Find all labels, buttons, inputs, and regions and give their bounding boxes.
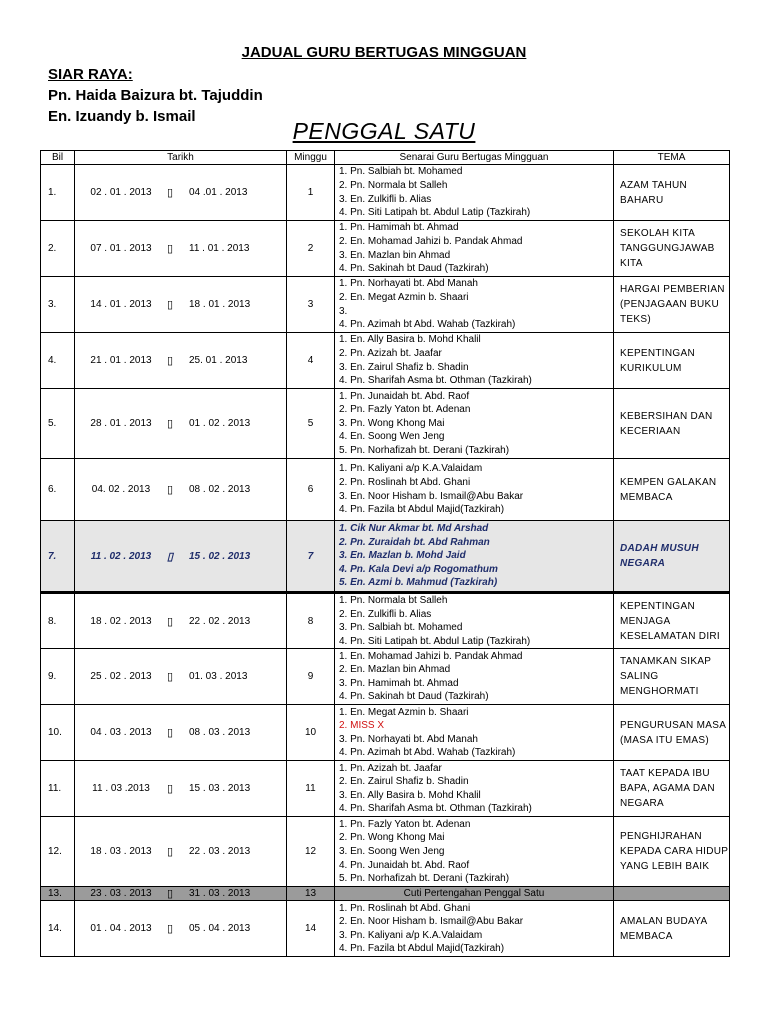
cell-minggu: 9 (287, 649, 335, 705)
tema-line: SALING (620, 671, 659, 683)
teacher-name: 1. Pn. Fazly Yaton bt. Adenan (339, 818, 471, 830)
teacher-name: 3. En. Soong Wen Jeng (339, 846, 445, 858)
cell-tarikh (75, 817, 287, 887)
date-separator-glyph: ▯ (167, 550, 174, 563)
date-from: 01 . 04 . 2013 (90, 923, 152, 935)
teacher-name: 4. Pn. Sharifah Asma bt. Othman (Tazkirah) (339, 803, 532, 815)
cell-senarai-guru (335, 165, 614, 221)
cell-tema (614, 761, 730, 817)
cell-tema (614, 817, 730, 887)
tema-line: BAHARU (620, 194, 664, 206)
date-separator-glyph: ▯ (167, 355, 174, 367)
tema-line: DADAH MUSUH (620, 543, 699, 554)
teacher-name: 1. Pn. Hamimah bt. Ahmad (339, 222, 459, 234)
col-header-bil: Bil (41, 151, 75, 165)
cell-minggu: 11 (287, 761, 335, 817)
tema-line: KEPENTINGAN (620, 600, 695, 612)
teacher-name: 3. Pn. Salbiah bt. Mohamed (339, 622, 463, 634)
cell-tarikh (75, 459, 287, 521)
cell-minggu: 3 (287, 277, 335, 333)
date-to: 04 .01 . 2013 (189, 187, 248, 198)
teacher-name: 3. En. Zairul Shafiz b. Shadin (339, 361, 469, 373)
tema-line: HARGAI PEMBERIAN (620, 284, 725, 295)
teacher-name: 1. Pn. Junaidah bt. Abd. Raof (339, 390, 470, 402)
cell-minggu: 13 (287, 887, 335, 901)
cell-senarai-guru (335, 705, 614, 761)
cell-senarai-guru (335, 221, 614, 277)
tema-line: KEPENTINGAN (620, 347, 695, 359)
tema-line: NEGARA (620, 558, 666, 569)
teacher-name: 5. En. Azmi b. Mahmud (Tazkirah) (339, 577, 498, 589)
cell-bil: 11. (41, 761, 75, 817)
cell-bil: 5. (41, 389, 75, 459)
cell-senarai-guru (335, 521, 614, 593)
teacher-name: 5. Pn. Norhafizah bt. Derani (Tazkirah) (339, 444, 510, 456)
teacher-name: 1. Pn. Roslinah bt Abd. Ghani (339, 902, 471, 914)
document-title: JADUAL GURU BERTUGAS MINGGUAN (241, 44, 527, 61)
tema-line: KEMPEN GALAKAN (620, 476, 717, 488)
cell-minggu: 8 (287, 593, 335, 649)
cell-bil: 3. (41, 277, 75, 333)
teacher-name: 2. Pn. Zuraidah bt. Abd Rahman (339, 536, 490, 548)
cell-bil: 10. (41, 705, 75, 761)
term-heading: PENGGAL SATU (292, 118, 476, 144)
tema-line: YANG LEBIH BAIK (620, 861, 710, 873)
table-row (41, 761, 730, 817)
cell-tarikh (75, 521, 287, 593)
date-from: 07 . 01 . 2013 (90, 243, 152, 254)
teacher-name: 4. Pn. Fazila bt Abdul Majid(Tazkirah) (339, 943, 505, 955)
table-row (41, 333, 730, 389)
teacher-name: 1. En. Ally Basira b. Mohd Khalil (339, 334, 481, 346)
teacher-name: 4. Pn. Sharifah Asma bt. Othman (Tazkirah) (339, 375, 532, 387)
cell-tema (614, 649, 730, 705)
teacher-name: 1. Pn. Salbiah bt. Mohamed (339, 166, 463, 178)
tema-line: KESELAMATAN DIRI (620, 630, 721, 642)
cell-tema (614, 389, 730, 459)
cell-minggu: 14 (287, 901, 335, 957)
cell-minggu: 2 (287, 221, 335, 277)
cell-tema (614, 521, 730, 593)
tema-line: BAPA, AGAMA DAN (620, 783, 715, 795)
teacher-name: 4. Pn. Sakinah bt Daud (Tazkirah) (339, 691, 489, 703)
teacher-name: 2. En. Zulkifli b. Alias (339, 608, 432, 620)
date-separator-glyph: ▯ (167, 783, 174, 796)
date-to: 25. 01 . 2013 (189, 355, 248, 366)
table-row (41, 817, 730, 887)
date-from: 11 . 03 .2013 (92, 783, 150, 795)
date-from: 04 . 03 . 2013 (90, 727, 152, 739)
teacher-name: 3. Pn. Kaliyani a/p K.A.Valaidam (339, 929, 483, 941)
cell-tarikh (75, 221, 287, 277)
cell-minggu: 4 (287, 333, 335, 389)
cell-bil: 6. (41, 459, 75, 521)
cell-senarai-guru (335, 459, 614, 521)
siar-raya-label: SIAR RAYA: (48, 66, 133, 83)
tema-line: NEGARA (620, 798, 665, 810)
tema-line: KEBERSIHAN DAN (620, 410, 713, 422)
date-from: 14 . 01 . 2013 (90, 299, 152, 310)
cell-tema (614, 887, 730, 901)
tema-line: MENJAGA (620, 615, 671, 627)
teacher-name: 5. Pn. Norhafizah bt. Derani (Tazkirah) (339, 873, 510, 885)
date-to: 22 . 02 . 2013 (189, 615, 251, 627)
teacher-name: 1. Cik Nur Akmar bt. Md Arshad (339, 523, 489, 535)
teacher-name: 1. Pn. Kaliyani a/p K.A.Valaidam (339, 463, 483, 475)
cell-bil: 1. (41, 165, 75, 221)
cell-bil: 9. (41, 649, 75, 705)
table-row (41, 389, 730, 459)
teacher-name: 3. Pn. Norhayati bt. Abd Manah (339, 733, 478, 745)
cell-bil: 4. (41, 333, 75, 389)
teacher-name: 2. Pn. Wong Khong Mai (339, 832, 445, 844)
cell-bil: 2. (41, 221, 75, 277)
date-to: 18 . 01 . 2013 (189, 299, 251, 310)
date-to: 01. 03 . 2013 (189, 671, 248, 683)
tema-line: MEMBACA (620, 491, 673, 503)
teacher-name: 3. En. Zulkifli b. Alias (339, 193, 432, 205)
table-row (41, 901, 730, 957)
cell-bil: 13. (41, 887, 75, 901)
cell-senarai-guru (335, 593, 614, 649)
tema-line: PENGURUSAN MASA (620, 719, 727, 731)
teacher-name: 3. Pn. Hamimah bt. Ahmad (339, 677, 459, 689)
cell-tarikh (75, 887, 287, 901)
cell-tema (614, 705, 730, 761)
date-separator-glyph: ▯ (167, 187, 174, 199)
cell-tarikh (75, 705, 287, 761)
teacher-name: 4. Pn. Siti Latipah bt. Abdul Latip (Tazkirah) (339, 635, 531, 647)
col-header-tema: TEMA (614, 151, 730, 165)
date-from: 23 . 03 . 2013 (90, 887, 152, 899)
date-separator-glyph: ▯ (167, 887, 174, 900)
teacher-name: 2. En. Noor Hisham b. Ismail@Abu Bakar (339, 916, 524, 928)
cell-senarai-guru (335, 817, 614, 887)
date-from: 21 . 01 . 2013 (90, 355, 152, 366)
tema-line: MEMBACA (620, 930, 673, 942)
tema-line: PENGHIJRAHAN (620, 831, 702, 843)
date-separator-glyph: ▯ (167, 727, 174, 740)
date-to: 11 . 01 . 2013 (189, 243, 250, 254)
tema-line: MENGHORMATI (620, 686, 699, 698)
teacher-name: 4. Pn. Siti Latipah bt. Abdul Latip (Tazkirah) (339, 207, 531, 219)
teacher-name: 2. En. Mazlan bin Ahmad (339, 664, 451, 676)
teacher-name: 1. En. Megat Azmin b. Shaari (339, 706, 469, 718)
cell-tema (614, 333, 730, 389)
date-to: 15 . 03 . 2013 (189, 783, 251, 795)
cell-senarai-guru (335, 277, 614, 333)
table-row (41, 705, 730, 761)
table-row (41, 887, 730, 901)
date-to: 08 . 02 . 2013 (189, 484, 251, 495)
cell-tarikh (75, 277, 287, 333)
tema-line: TAAT KEPADA IBU (620, 768, 710, 780)
cell-tema (614, 593, 730, 649)
cell-tema (614, 277, 730, 333)
cell-tarikh (75, 389, 287, 459)
teacher-name: 2. En. Zairul Shafiz b. Shadin (339, 776, 469, 788)
teacher-name: 2. Pn. Normala bt Salleh (339, 179, 448, 191)
col-header-tarikh: Tarikh (75, 151, 287, 165)
teacher-name: 4. Pn. Azimah bt Abd. Wahab (Tazkirah) (339, 747, 516, 759)
table-row (41, 649, 730, 705)
duty-schedule-table (40, 150, 730, 957)
date-separator-glyph: ▯ (167, 243, 174, 255)
date-from: 11 . 02 . 2013 (90, 550, 152, 562)
teacher-name: 2. En. Megat Azmin b. Shaari (339, 291, 469, 303)
cell-senarai-guru (335, 389, 614, 459)
cell-bil: 12. (41, 817, 75, 887)
cell-tarikh (75, 593, 287, 649)
date-to: 22 . 03 . 2013 (189, 846, 251, 858)
cell-tema (614, 901, 730, 957)
teacher-name: 2. En. Mohamad Jahizi b. Pandak Ahmad (339, 235, 523, 247)
date-to: 15 . 02 . 2013 (189, 550, 251, 562)
col-header-minggu: Minggu (287, 151, 335, 165)
date-from: 02 . 01 . 2013 (90, 187, 152, 198)
tema-line: KECERIAAN (620, 425, 681, 437)
date-to: 31 . 03 . 2013 (189, 887, 251, 899)
date-separator-glyph: ▯ (167, 846, 174, 859)
tema-line: AMALAN BUDAYA (620, 915, 708, 927)
cell-senarai-guru (335, 649, 614, 705)
cell-tarikh (75, 901, 287, 957)
teacher-name: 3. En. Ally Basira b. Mohd Khalil (339, 789, 481, 801)
tema-line: TEKS) (620, 314, 651, 325)
cell-minggu: 6 (287, 459, 335, 521)
tema-line: (MASA ITU EMAS) (620, 734, 709, 746)
cell-minggu: 1 (287, 165, 335, 221)
date-from: 25 . 02 . 2013 (90, 671, 152, 683)
tema-line: AZAM TAHUN (620, 179, 688, 191)
teacher-name: 3. En. Mazlan b. Mohd Jaid (339, 550, 466, 562)
cell-minggu: 7 (287, 521, 335, 593)
tema-line: TANAMKAN SIKAP (620, 656, 712, 668)
date-separator-glyph: ▯ (167, 484, 174, 496)
tema-line: KITA (620, 258, 643, 269)
table-header-row (41, 151, 730, 165)
teacher-name: 4. Pn. Junaidah bt. Abd. Raof (339, 859, 470, 871)
cell-tema (614, 459, 730, 521)
teacher-name: 4. Pn. Fazila bt Abdul Majid(Tazkirah) (339, 504, 505, 516)
cell-tarikh (75, 333, 287, 389)
table-row (41, 459, 730, 521)
teacher-name: 3. (339, 305, 348, 317)
date-to: 01 . 02 . 2013 (189, 418, 251, 429)
teacher-name: 4. Pn. Sakinah bt Daud (Tazkirah) (339, 263, 489, 275)
teacher-name: 1. Pn. Normala bt Salleh (339, 595, 448, 606)
date-separator-glyph: ▯ (167, 615, 174, 628)
table-row (41, 593, 730, 649)
table-row (41, 221, 730, 277)
teacher-name: 1. Pn. Norhayati bt. Abd Manah (339, 278, 478, 290)
date-separator-glyph: ▯ (167, 299, 174, 311)
col-header-senarai: Senarai Guru Bertugas Mingguan (335, 151, 614, 165)
cell-bil: 7. (41, 521, 75, 593)
cell-minggu: 12 (287, 817, 335, 887)
date-from: 18 . 03 . 2013 (90, 846, 152, 858)
teacher-name: 2. Pn. Azizah bt. Jaafar (339, 347, 442, 359)
cell-tarikh (75, 649, 287, 705)
date-separator-glyph: ▯ (167, 671, 174, 684)
cell-senarai-guru (335, 333, 614, 389)
table-row (41, 277, 730, 333)
tema-line: TANGGUNGJAWAB (620, 243, 715, 254)
teacher-name: 2. Pn. Roslinah bt Abd. Ghani (339, 476, 471, 488)
cell-tema (614, 221, 730, 277)
date-from: 04. 02 . 2013 (91, 484, 151, 495)
tema-line: SEKOLAH KITA (620, 228, 696, 239)
teacher-name: 1. En. Mohamad Jahizi b. Pandak Ahmad (339, 650, 523, 662)
cell-minggu: 10 (287, 705, 335, 761)
date-separator-glyph: ▯ (167, 923, 174, 936)
cell-tarikh (75, 165, 287, 221)
holiday-label: Cuti Pertengahan Penggal Satu (403, 887, 545, 899)
date-to: 05 . 04 . 2013 (189, 923, 251, 935)
cell-tarikh (75, 761, 287, 817)
cell-tema (614, 165, 730, 221)
cell-minggu: 5 (287, 389, 335, 459)
date-from: 28 . 01 . 2013 (90, 418, 152, 429)
siar-raya-person-2: En. Izuandy b. Ismail (48, 108, 196, 125)
date-from: 18 . 02 . 2013 (90, 615, 152, 627)
teacher-name: 4. Pn. Azimah bt Abd. Wahab (Tazkirah) (339, 319, 516, 331)
cell-senarai-guru (335, 887, 614, 901)
cell-bil: 14. (41, 901, 75, 957)
teacher-name: 2. MISS X (339, 720, 385, 732)
teacher-name: 3. En. Mazlan bin Ahmad (339, 249, 451, 261)
date-separator-glyph: ▯ (167, 418, 174, 430)
teacher-name: 3. En. Noor Hisham b. Ismail@Abu Bakar (339, 490, 524, 502)
siar-raya-person-1: Pn. Haida Baizura bt. Tajuddin (48, 87, 263, 104)
table-row (41, 165, 730, 221)
tema-line: KEPADA CARA HIDUP (620, 846, 729, 858)
teacher-name: 1. Pn. Azizah bt. Jaafar (339, 762, 442, 774)
teacher-name: 3. Pn. Wong Khong Mai (339, 417, 445, 429)
tema-line: (PENJAGAAN BUKU (620, 299, 719, 310)
cell-bil: 8. (41, 593, 75, 649)
cell-senarai-guru (335, 901, 614, 957)
teacher-name: 4. Pn. Kala Devi a/p Rogomathum (339, 563, 498, 575)
table-row (41, 521, 730, 593)
teacher-name: 4. En. Soong Wen Jeng (339, 431, 445, 443)
teacher-name: 2. Pn. Fazly Yaton bt. Adenan (339, 404, 471, 416)
tema-line: KURIKULUM (620, 362, 682, 374)
date-to: 08 . 03 . 2013 (189, 727, 251, 739)
cell-senarai-guru (335, 761, 614, 817)
